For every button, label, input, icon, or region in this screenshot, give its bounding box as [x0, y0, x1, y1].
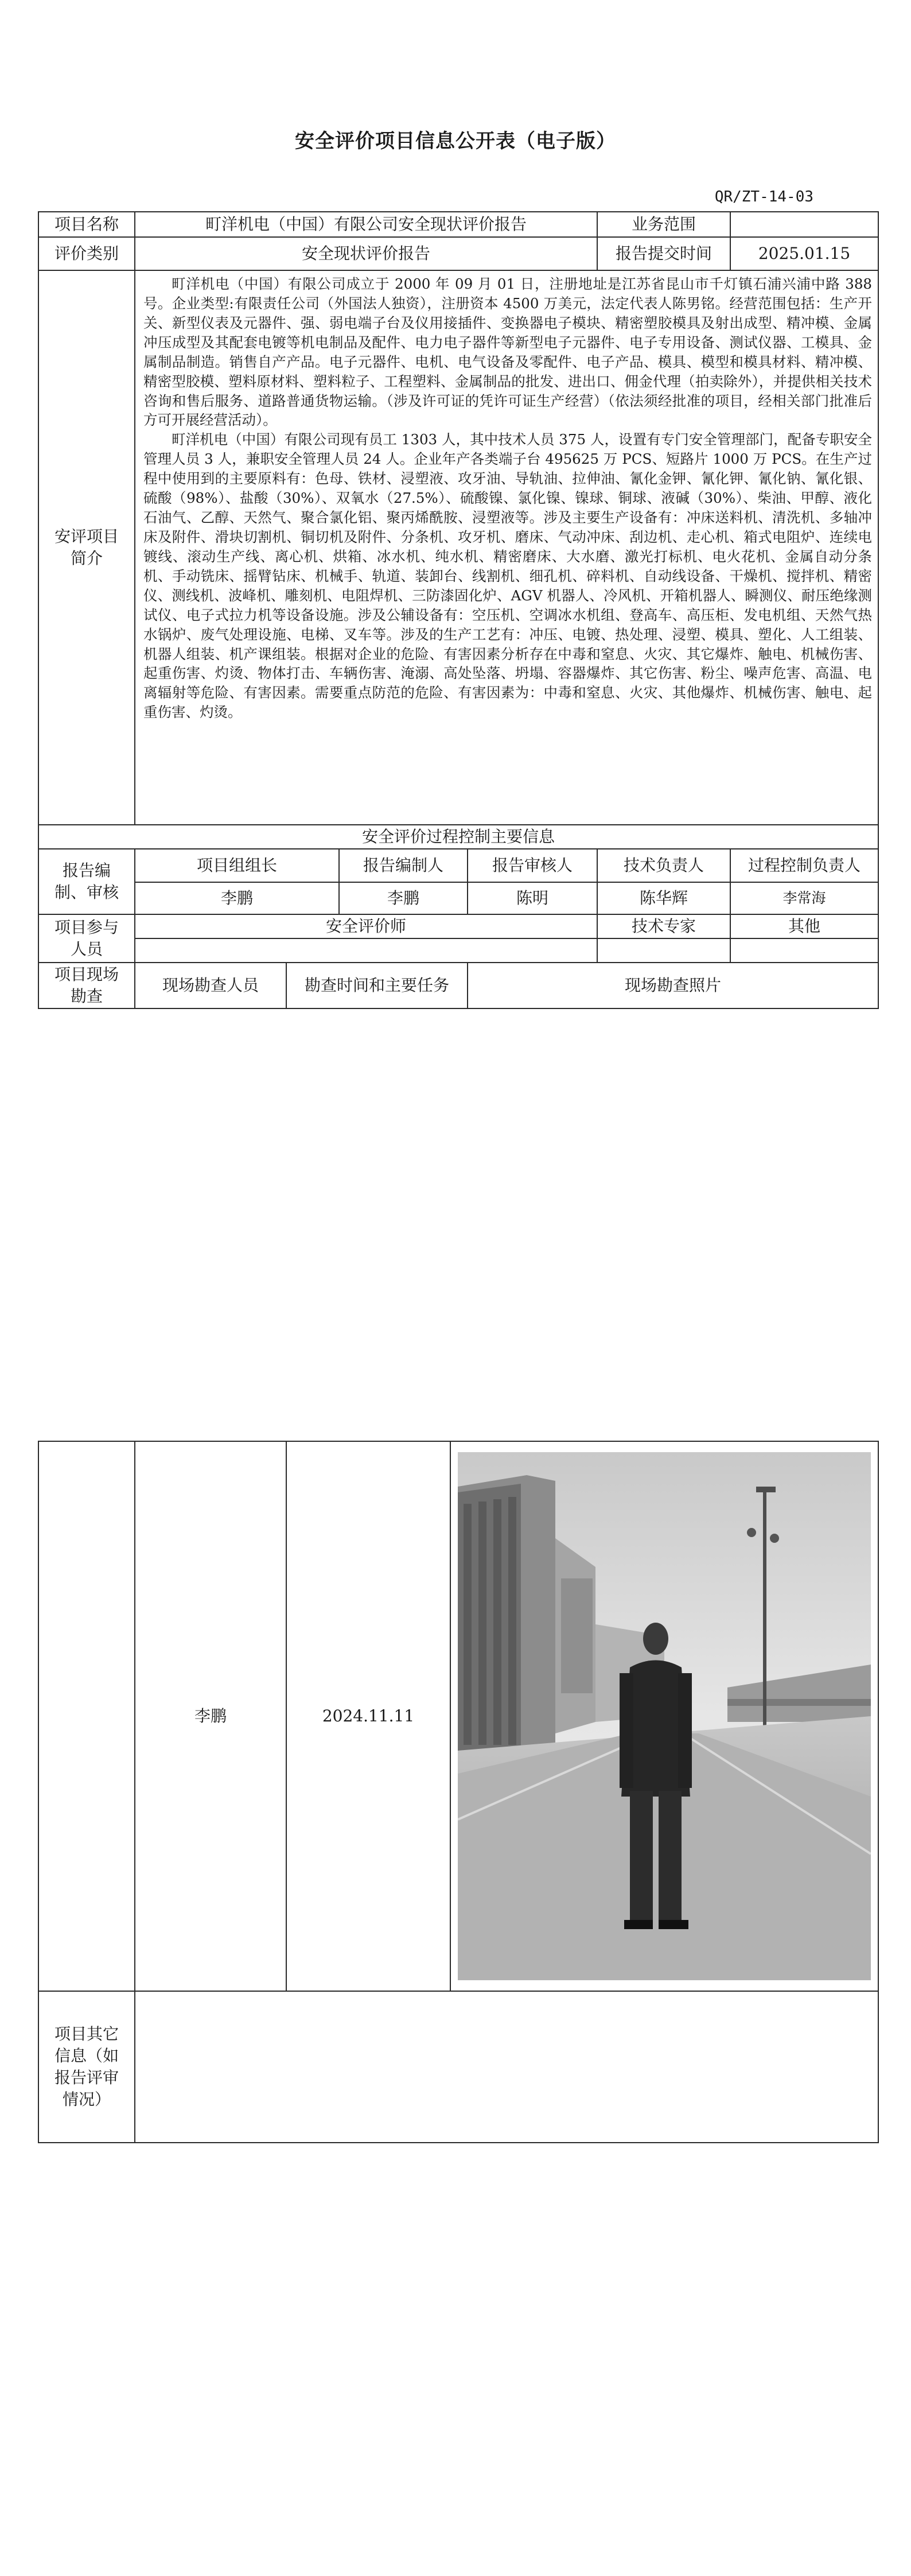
eval-type-label: 评价类别 [38, 237, 135, 270]
site-photo-cell [450, 1441, 878, 1991]
business-scope-label: 业务范围 [597, 212, 730, 237]
eval-type-value: 安全现状评价报告 [135, 237, 597, 270]
participant-expert-value [597, 938, 730, 963]
intro-content [135, 270, 878, 825]
document-title: 安全评价项目信息公开表（电子版） [295, 130, 616, 153]
role-report-reviewer: 报告审核人 [468, 849, 597, 882]
submit-date-label: 报告提交时间 [597, 237, 730, 270]
report-label [38, 849, 135, 914]
intro-paragraph-2: 町洋机电（中国）有限公司现有员工 1303 人，其中技术人员 375 人，设置有专门安全管理部门，配备专职安全管理人员 3 人，兼职安全管理人员 24 人。企业年产各类端子台 495625 万 PCS、短路片 1000 万 PCS。在生产过程中使用到的主要原料有：色母、铁材、浸塑液、攻牙油、导轨油、拉伸油、氰化金钾、氰化钾、氰化钠、氰化银、硫酸（98%）、盐酸（30%）、双氧水（27.5%）、硫酸镍、氯化镍、镍球、铜球、液碱（30%）、柴油、甲醇、液化石油气、乙醇、天然气、聚合氯化铝、聚丙烯酰胺、浸塑液等。涉及主要生产设备有：冲床送料机、清洗机、多轴冲床及附件、滑块切割机、铜切机及附件、分条机、攻牙机、磨床、气动冲床、刮边机、走心机、箱式电阻炉、连续电镀线、滚动生产线、离心机、烘箱、冰水机、纯水机、精密磨床、大水磨、激光打标机、电火花机、金属自动分条机、手动铣床、摇臂钻床、机械手、轨道、装卸台、线割机、细孔机、碎料机、自动线设备、干燥机、搅拌机、精密仪、测线机、波峰机、雕刻机、电阻焊机、三防漆固化炉、AGV 机器人、冷风机、开箱机器人、瞬测仪、耐压绝缘测试仪、电子式拉力机等设备设施。涉及公辅设备有：空压机、空调冰水机组、登高车、高压柜、发电机组、天然气热水锅炉、废气处理设施、电梯、叉车等。涉及的生产工艺有：冲压、电镀、热处理、浸塑、模具、塑化、人工组装、机器人组装、机产课组装。根据对企业的危险、有害因素分析存在中毒和窒息、火灾、其它爆炸、触电、机械伤害、起重伤害、灼烫、物体打击、车辆伤害、淹溺、高处坠落、坍塌、容器爆炸、其它伤害、粉尘、噪声危害、高温、电离辐射等危险、有害因素。需要重点防范的危险、有害因素为：中毒和窒息、火灾、其他爆炸、机械伤害、触电、起重伤害、灼烫。 [143, 431, 873, 721]
role-process-lead: 过程控制负责人 [730, 849, 878, 882]
name-team-leader: 李鹏 [135, 882, 339, 914]
other-info-label-text: 项目其它信息（如报告评审情况） [54, 2024, 119, 2109]
site-row-spacer [38, 1441, 135, 1991]
role-team-leader: 项目组组长 [135, 849, 339, 882]
report-label-text: 报告编制、审核 [54, 861, 119, 902]
role-technical-lead: 技术负责人 [597, 849, 730, 882]
process-section-title: 安全评价过程控制主要信息 [38, 825, 878, 849]
submit-date-value: 2025.01.15 [730, 237, 878, 270]
participant-other-value [730, 938, 878, 963]
business-scope-value [730, 212, 878, 237]
participants-label-text: 项目参与人员 [54, 918, 119, 959]
site-date-value: 2024.11.11 [286, 1441, 450, 1991]
other-info-label [38, 1991, 135, 2143]
intro-label [38, 270, 135, 825]
site-col-person: 现场勘查人员 [135, 963, 286, 1008]
participant-role-evaluator: 安全评价师 [135, 914, 597, 938]
site-person-value: 李鹏 [135, 1441, 286, 1991]
participants-label [38, 914, 135, 963]
name-process-lead: 李常海 [730, 882, 878, 914]
document-number: QR/ZT-14-03 [714, 188, 813, 205]
site-col-task: 勘查时间和主要任务 [286, 963, 468, 1008]
participant-evaluator-value [135, 938, 597, 963]
site-label-text: 项目现场勘查 [54, 965, 119, 1006]
intro-label-text: 安评项目简介 [54, 527, 119, 568]
participant-role-expert: 技术专家 [597, 914, 730, 938]
site-col-photo: 现场勘查照片 [468, 963, 878, 1008]
other-info-content [135, 1991, 878, 2143]
intro-paragraph-1: 町洋机电（中国）有限公司成立于 2000 年 09 月 01 日，注册地址是江苏省昆山市千灯镇石浦兴浦中路 388 号。企业类型:有限责任公司（外国法人独资），注册资本 4500 万美元，法定代表人陈男铭。经营范围包括：生产开关、新型仪表及元器件、强、弱电端子台及仪用接插件、变换器电子模块、精密塑胶模具及射出成型、精冲模、金属冲压成型及其配套电镀等机电制品及配件、电力电子器件等新型电子元器件、电子专用设备、测试仪器、工模具、金属制品制造。销售自产产品。电子元器件、电机、电气设备及零配件、电子产品、模具、模型和模具材料、精冲模、精密型胶模、塑料原材料、塑料粒子、工程塑料、金属制品的批发、进出口、佣金代理（拍卖除外），并提供相关技术咨询和售后服务、道路普通货物运输。（涉及许可证的凭许可证生产经营）（依法须经批准的项目，经相关部门批准后方可开展经营活动）。 [143, 276, 873, 429]
site-label [38, 963, 135, 1008]
name-report-reviewer: 陈明 [468, 882, 597, 914]
site-photo [458, 1452, 871, 1980]
role-report-author: 报告编制人 [339, 849, 468, 882]
project-name-value: 町洋机电（中国）有限公司安全现状评价报告 [135, 212, 597, 237]
name-report-author: 李鹏 [339, 882, 468, 914]
project-name-label: 项目名称 [38, 212, 135, 237]
participant-role-other: 其他 [730, 914, 878, 938]
site-survey-table [38, 1441, 879, 2143]
info-table [38, 211, 879, 1009]
name-technical-lead: 陈华辉 [597, 882, 730, 914]
